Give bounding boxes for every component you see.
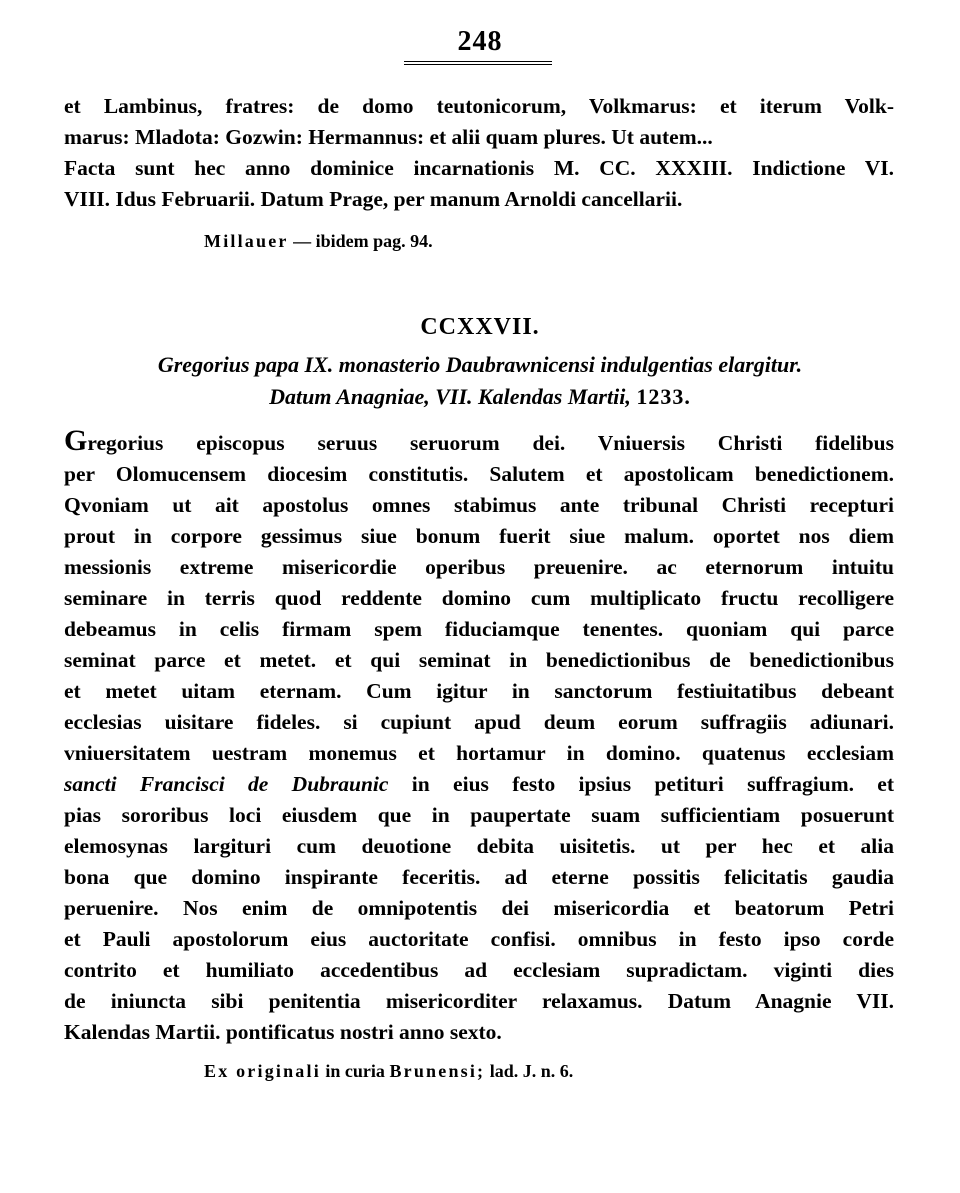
source-reference <box>204 229 433 253</box>
body-line: Qvoniam ut ait apostolus omnes stabimus ante tribunal Christi recepturi <box>64 493 894 517</box>
document-number: CCXXVII. <box>420 314 540 340</box>
italic-place-name: sancti Francisci de Dubraunic <box>64 772 389 796</box>
regest-line-1: Gregorius papa IX. monasterio Daubrawnicensi indulgentias elargitur. <box>157 352 803 377</box>
page-number: 248 <box>457 26 503 57</box>
body-line: messionis extreme misericordie operibus preuenire. ac eternorum intuitu <box>64 555 894 579</box>
source-lad: lad. J. n. 6. <box>489 1061 574 1081</box>
body-line-rest: in eius festo ipsius petituri suffragium. et <box>411 772 895 796</box>
body-line: contrito et humiliato accedentibus ad ecclesiam supradictam. viginti dies <box>64 958 894 982</box>
body-line: bona que domino inspirante feceritis. ad eterne possitis felicitatis gaudia <box>64 865 894 889</box>
page-number-rule <box>404 61 552 65</box>
source-author: Millauer <box>204 231 289 251</box>
body-line: per Olomucensem diocesim constitutis. Salutem et apostolicam benedictionem. <box>64 462 894 486</box>
source-brunensi: Brunensi; <box>389 1061 486 1081</box>
continuation-line: VIII. Idus Februarii. Datum Prage, per manum Arnoldi cancellarii. <box>64 187 683 211</box>
body-line: seminare in terris quod reddente domino cum multiplicato fructu recolligere <box>64 586 894 610</box>
body-line: debeamus in celis firmam spem fiduciamque tenentes. quoniam qui parce <box>64 617 894 641</box>
regest-date: Datum Anagniae, VII. Kalendas Martii, <box>269 384 631 409</box>
body-line: de iniuncta sibi penitentia misericorditer relaxamus. Datum Anagnie VII. <box>64 989 894 1013</box>
body-line: ecclesias uisitare fideles. si cupiunt apud deum eorum suffragiis adiunari. <box>64 710 894 734</box>
body-line: vniuersitatem uestram monemus et hortamur in domino. quatenus ecclesiam <box>64 741 894 765</box>
continuation-line: Facta sunt hec anno dominice incarnationis M. CC. XXXIII. Indictione VI. <box>64 156 894 180</box>
continuation-line: et Lambinus, fratres: de domo teutonicorum, Volkmarus: et iterum Volk- <box>64 94 894 118</box>
body-line-italic <box>64 770 894 798</box>
initial-letter: G <box>64 424 88 457</box>
body-line-first-rest: regorius episcopus seruus seruorum dei. Vniuersis Christi fidelibus <box>87 431 894 455</box>
body-line: pias sororibus loci eiusdem que in paupertate suam sufficientiam posuerunt <box>64 803 894 827</box>
body-line: prout in corpore gessimus siue bonum fuerit siue malum. oportet nos diem <box>64 524 894 548</box>
body-line-first <box>64 424 894 457</box>
regest-line-2 <box>0 383 960 411</box>
continuation-line: marus: Mladota: Gozwin: Hermannus: et alii quam plures. Ut autem... <box>64 125 713 149</box>
body-line-last: Kalendas Martii. pontificatus nostri anno sexto. <box>64 1020 502 1044</box>
body-line: seminat parce et metet. et qui seminat in benedictionibus de benedictionibus <box>64 648 894 672</box>
body-line: peruenire. Nos enim de omnipotentis dei misericordia et beatorum Petri <box>64 896 894 920</box>
body-line: elemosynas largituri cum deuotione debita uisitetis. ut per hec et alia <box>64 834 894 858</box>
regest-year: 1233. <box>636 384 691 409</box>
source-ex-originali: Ex originali <box>204 1061 321 1081</box>
body-line: et metet uitam eternam. Cum igitur in sanctorum festiuitatibus debeant <box>64 679 894 703</box>
source-reference-original <box>204 1059 573 1083</box>
source-detail: — ibidem pag. 94. <box>293 231 433 251</box>
body-line: et Pauli apostolorum eius auctoritate confisi. omnibus in festo ipso corde <box>64 927 894 951</box>
source-in-curia: in curia <box>325 1061 385 1081</box>
